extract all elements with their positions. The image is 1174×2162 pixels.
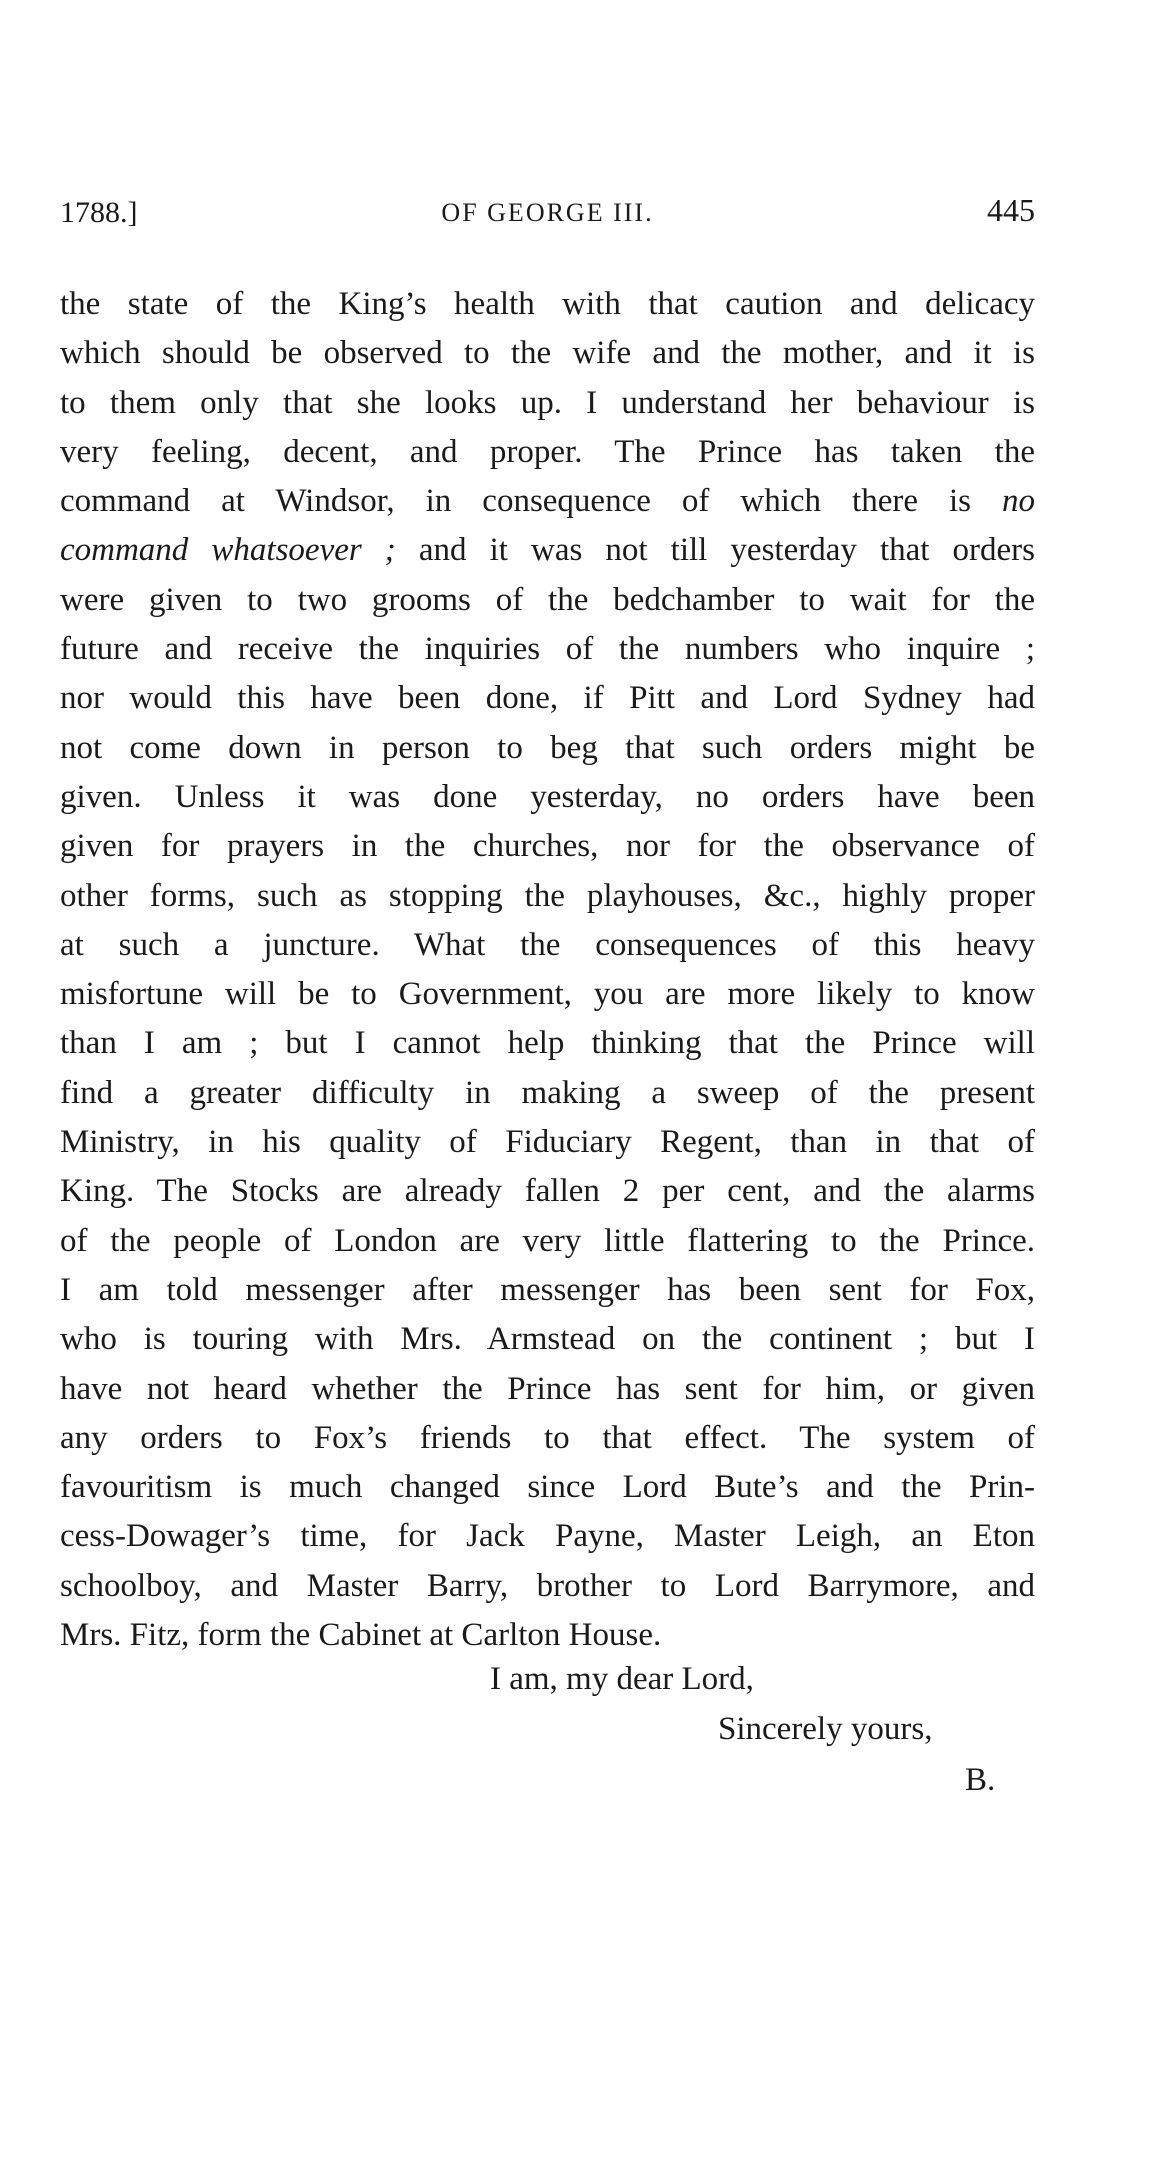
text-line: not come down in person to beg that such orders might be <box>60 729 1035 766</box>
emphasis: command whatsoever ; <box>60 532 396 569</box>
text-line: very feeling, decent, and proper. The Prince has taken the <box>60 433 1035 470</box>
page-number: 445 <box>987 192 1035 228</box>
text-line: which should be observed to the wife and the mother, and it is <box>60 335 1035 372</box>
text-line: at such a juncture. What the consequences of this heavy <box>60 926 1035 963</box>
text-line: to them only that she looks up. I understand her behaviour is <box>60 384 1035 421</box>
text-line: King. The Stocks are already fallen 2 per cent, and the alarms <box>60 1173 1035 1210</box>
text-line: nor would this have been done, if Pitt and Lord Sydney had <box>60 680 1035 717</box>
text-line: of the people of London are very little flattering to the Prince. <box>60 1222 1035 1259</box>
text-line: than I am ; but I cannot help thinking that the Prince will <box>60 1025 1035 1062</box>
text-line-last: Mrs. Fitz, form the Cabinet at Carlton House. <box>60 1617 662 1654</box>
emphasis: no <box>1002 483 1035 520</box>
running-head-title: OF GEORGE III. <box>441 198 654 227</box>
text-line: cess-Dowager’s time, for Jack Payne, Master Leigh, an Eton <box>60 1518 1035 1555</box>
running-head-year: 1788.] <box>60 196 138 229</box>
text-line: misfortune will be to Government, you are more likely to know <box>60 976 1035 1013</box>
text-line: schoolboy, and Master Barry, brother to Lord Barrymore, and <box>60 1567 1035 1604</box>
text-line: given for prayers in the churches, nor for the observance of <box>60 828 1035 865</box>
valediction: Sincerely yours, <box>718 1711 933 1747</box>
text-line: were given to two grooms of the bedchamber to wait for the <box>60 581 1035 618</box>
text-line: command at Windsor, in consequence of which there is no <box>60 483 1035 520</box>
text-line: other forms, such as stopping the playhouses, &c., highly proper <box>60 877 1035 914</box>
salutation: I am, my dear Lord, <box>490 1661 754 1697</box>
text-line: who is touring with Mrs. Armstead on the continent ; but I <box>60 1321 1035 1358</box>
running-head <box>60 192 1035 246</box>
text-line: command whatsoever ; and it was not till yesterday that orders <box>60 532 1035 569</box>
letter-body <box>60 280 1035 1660</box>
text-line: future and receive the inquiries of the numbers who inquire ; <box>60 631 1035 668</box>
text-line: any orders to Fox’s friends to that effect. The system of <box>60 1419 1035 1456</box>
signature: B. <box>965 1762 996 1798</box>
text-line: given. Unless it was done yesterday, no orders have been <box>60 778 1035 815</box>
text-line: find a greater difficulty in making a sweep of the present <box>60 1074 1035 1111</box>
text-line: I am told messenger after messenger has been sent for Fox, <box>60 1271 1035 1308</box>
text-line: favouritism is much changed since Lord Bute’s and the Prin- <box>60 1469 1035 1506</box>
text-line: Ministry, in his quality of Fiduciary Regent, than in that of <box>60 1124 1035 1161</box>
text-line: have not heard whether the Prince has sent for him, or given <box>60 1370 1035 1407</box>
text-line: the state of the King’s health with that caution and delicacy <box>60 286 1035 322</box>
